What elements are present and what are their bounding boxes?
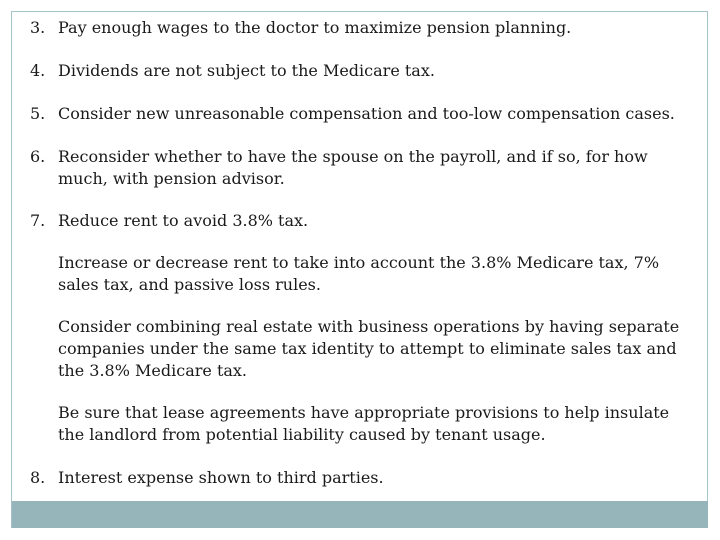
list-item-number: 5. [30,104,46,123]
list-item-text: Interest expense shown to third parties. [58,468,384,487]
sub-paragraph-combine-operations: Consider combining real estate with business operations by having separate companies under the same tax identity to attempt to eliminate sales tax and the 3.8% Medicare tax. [58,317,680,380]
list-item-4 [30,60,698,82]
list-item-number: 7. [30,211,46,230]
list-item-number: 8. [30,468,46,487]
list-item-5 [30,103,698,125]
slide-content [30,17,698,489]
list-item-7 [30,210,698,232]
footer-bar [12,501,708,528]
sub-paragraph-rent-adjustment: Increase or decrease rent to take into account the 3.8% Medicare tax, 7% sales tax, and passive loss rules. [58,253,660,294]
list-item-text: Dividends are not subject to the Medicare tax. [58,61,435,80]
list-item-text: Consider new unreasonable compensation and too-low compensation cases. [58,104,675,123]
list-item-8 [30,467,698,489]
list-item-6 [30,146,698,190]
sub-paragraph-lease-agreements: Be sure that lease agreements have appropriate provisions to help insulate the landlord from potential liability caused by tenant usage. [58,403,670,444]
list-item-number: 4. [30,61,46,80]
list-item-number: 3. [30,18,46,37]
list-item-text: Pay enough wages to the doctor to maximize pension planning. [58,18,572,37]
list-item-text: Reduce rent to avoid 3.8% tax. [58,211,309,230]
list-item-number: 6. [30,147,46,166]
list-item-text: Reconsider whether to have the spouse on the payroll, and if so, for how much, with pension advisor. [58,147,648,188]
list-item-3 [30,17,698,39]
